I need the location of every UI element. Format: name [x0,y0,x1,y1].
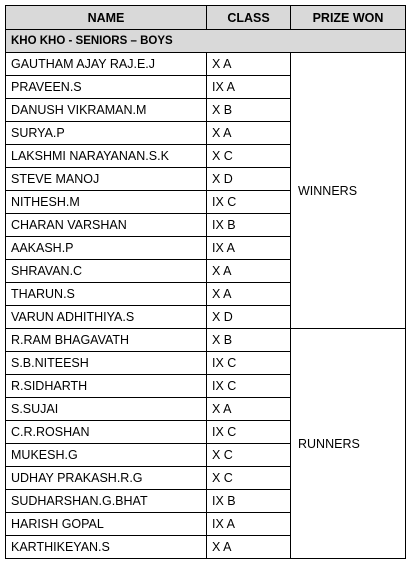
student-class-cell: X A [207,398,291,421]
student-name-cell: SUDHARSHAN.G.BHAT [6,490,207,513]
student-name-cell: LAKSHMI NARAYANAN.S.K [6,145,207,168]
student-name-cell: DANUSH VIKRAMAN.M [6,99,207,122]
student-name-cell: AAKASH.P [6,237,207,260]
student-class-cell: X B [207,99,291,122]
student-name-cell: PRAVEEN.S [6,76,207,99]
student-class-cell: X C [207,444,291,467]
student-name-cell: R.RAM BHAGAVATH [6,329,207,352]
prize-cell: RUNNERS [291,329,406,559]
student-class-cell: IX A [207,513,291,536]
student-class-cell: X A [207,536,291,559]
table-row [6,53,406,76]
header-name: NAME [6,6,207,30]
student-class-cell: X C [207,467,291,490]
student-class-cell: IX C [207,421,291,444]
student-name-cell: KARTHIKEYAN.S [6,536,207,559]
student-class-cell: X A [207,53,291,76]
section-title: KHO KHO - SENIORS – BOYS [6,30,406,53]
student-class-cell: X D [207,168,291,191]
student-class-cell: IX C [207,191,291,214]
student-class-cell: X D [207,306,291,329]
header-row [6,6,406,30]
results-table [5,5,406,559]
student-class-cell: X A [207,122,291,145]
prize-cell: WINNERS [291,53,406,329]
student-name-cell: S.SUJAI [6,398,207,421]
student-class-cell: X B [207,329,291,352]
student-name-cell: SURYA.P [6,122,207,145]
student-name-cell: UDHAY PRAKASH.R.G [6,467,207,490]
student-class-cell: IX A [207,76,291,99]
student-name-cell: S.B.NITEESH [6,352,207,375]
student-name-cell: R.SIDHARTH [6,375,207,398]
student-name-cell: NITHESH.M [6,191,207,214]
student-class-cell: X A [207,260,291,283]
student-class-cell: X A [207,283,291,306]
table-row [6,329,406,352]
student-name-cell: CHARAN VARSHAN [6,214,207,237]
student-name-cell: SHRAVAN.C [6,260,207,283]
student-class-cell: X C [207,145,291,168]
student-name-cell: GAUTHAM AJAY RAJ.E.J [6,53,207,76]
section-row [6,30,406,53]
student-class-cell: IX A [207,237,291,260]
student-class-cell: IX C [207,352,291,375]
results-table-container [5,5,406,559]
student-class-cell: IX C [207,375,291,398]
student-name-cell: STEVE MANOJ [6,168,207,191]
table-body [6,30,406,559]
student-name-cell: THARUN.S [6,283,207,306]
header-class: CLASS [207,6,291,30]
student-class-cell: IX B [207,490,291,513]
header-prize: PRIZE WON [291,6,406,30]
student-name-cell: MUKESH.G [6,444,207,467]
student-name-cell: HARISH GOPAL [6,513,207,536]
student-name-cell: C.R.ROSHAN [6,421,207,444]
student-class-cell: IX B [207,214,291,237]
student-name-cell: VARUN ADHITHIYA.S [6,306,207,329]
